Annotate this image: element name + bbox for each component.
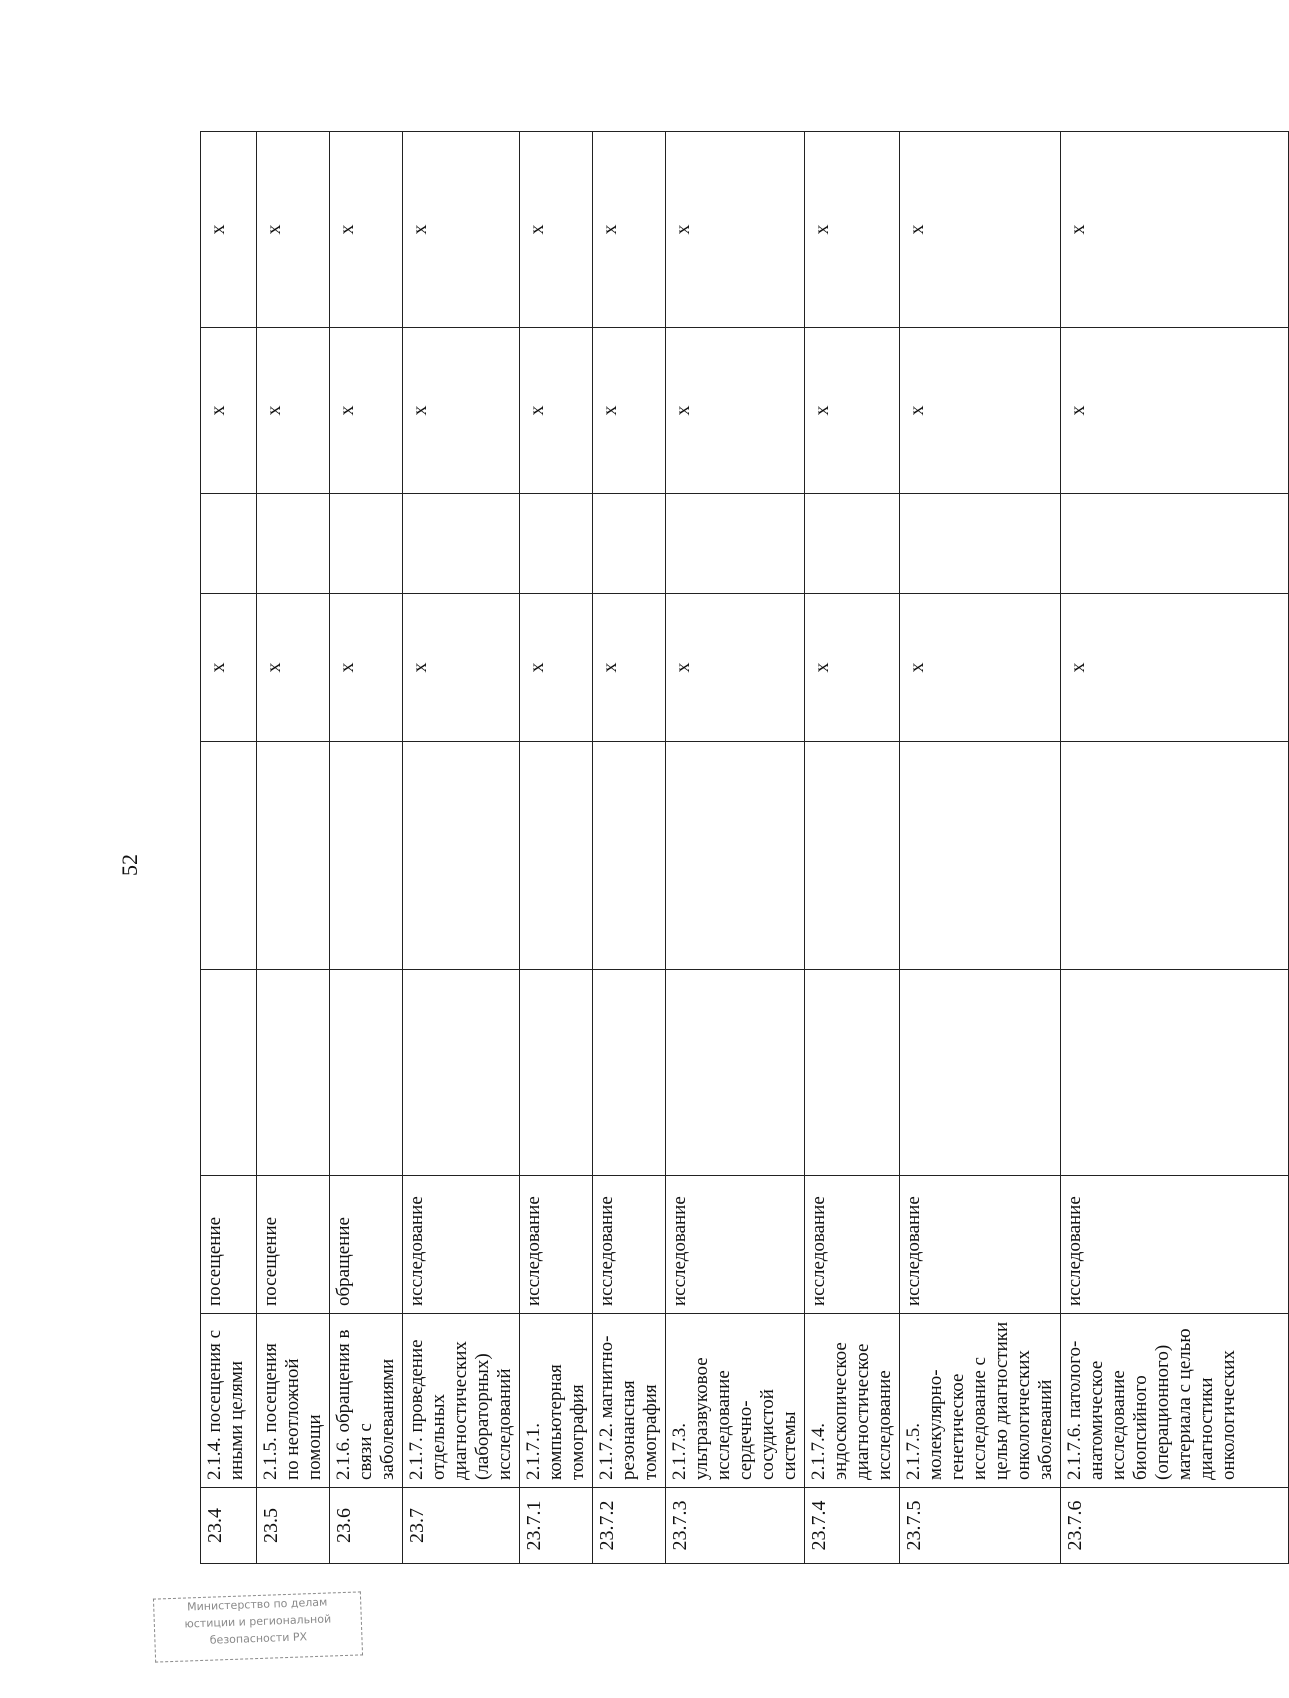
row-code: 23.7.5 bbox=[900, 1488, 1061, 1564]
cell-col-5 bbox=[1061, 742, 1289, 970]
cell-col-7 bbox=[1061, 494, 1289, 594]
row-name: 2.1.6. обращения в связи с заболеваниями bbox=[330, 1314, 403, 1488]
row-code: 23.7.6 bbox=[1061, 1488, 1289, 1564]
cell-col-4 bbox=[520, 970, 593, 1176]
cell-col-7 bbox=[593, 494, 666, 594]
stamp-line-3: безопасности РХ bbox=[209, 1630, 308, 1647]
cell-col-10: х bbox=[666, 132, 805, 328]
cell-col-4 bbox=[805, 970, 900, 1176]
row-unit: исследование bbox=[1061, 1176, 1289, 1314]
cell-col-7 bbox=[666, 494, 805, 594]
cell-col-10: х bbox=[403, 132, 520, 328]
row-unit: исследование bbox=[403, 1176, 520, 1314]
cell-col-5 bbox=[201, 742, 257, 970]
page-number: 52 bbox=[117, 854, 142, 876]
row-code: 23.6 bbox=[330, 1488, 403, 1564]
row-unit: исследование bbox=[593, 1176, 666, 1314]
cell-col-4 bbox=[593, 970, 666, 1176]
cell-col-8: х bbox=[1061, 328, 1289, 494]
cell-col-5 bbox=[520, 742, 593, 970]
row-unit: посещение bbox=[257, 1176, 330, 1314]
cell-col-6: х bbox=[1061, 594, 1289, 742]
cell-col-8: х bbox=[330, 328, 403, 494]
cell-col-6: х bbox=[201, 594, 257, 742]
table-row bbox=[201, 132, 257, 1564]
row-name: 2.1.7.2. магнитно-резонансная томография bbox=[593, 1314, 666, 1488]
cell-col-4 bbox=[403, 970, 520, 1176]
cell-col-4 bbox=[900, 970, 1061, 1176]
cell-col-5 bbox=[900, 742, 1061, 970]
cell-col-8: х bbox=[403, 328, 520, 494]
row-unit: исследование bbox=[666, 1176, 805, 1314]
cell-col-6: х bbox=[900, 594, 1061, 742]
cell-col-6: х bbox=[805, 594, 900, 742]
cell-col-8: х bbox=[805, 328, 900, 494]
cell-col-5 bbox=[330, 742, 403, 970]
cell-col-7 bbox=[900, 494, 1061, 594]
row-unit: посещение bbox=[201, 1176, 257, 1314]
table-row bbox=[805, 132, 900, 1564]
cell-col-8: х bbox=[257, 328, 330, 494]
row-name: 2.1.7. проведение отдельных диагностических (лабораторных) исследований bbox=[403, 1314, 520, 1488]
cell-col-10: х bbox=[330, 132, 403, 328]
cell-col-6: х bbox=[593, 594, 666, 742]
stamp-line-1: Министерство по делам bbox=[186, 1595, 328, 1614]
table-row bbox=[520, 132, 593, 1564]
row-name: 2.1.7.1. компьютерная томография bbox=[520, 1314, 593, 1488]
row-code: 23.7 bbox=[403, 1488, 520, 1564]
row-name: 2.1.7.6. патолого-анатомическое исследование биопсийного (операционного) материала с целью диагностики онкологических bbox=[1061, 1314, 1289, 1488]
row-code: 23.7.3 bbox=[666, 1488, 805, 1564]
cell-col-10: х bbox=[1061, 132, 1289, 328]
cell-col-8: х bbox=[900, 328, 1061, 494]
table-row bbox=[257, 132, 330, 1564]
cell-col-7 bbox=[403, 494, 520, 594]
data-table bbox=[200, 131, 1289, 1564]
cell-col-7 bbox=[520, 494, 593, 594]
cell-col-5 bbox=[257, 742, 330, 970]
table-row bbox=[1061, 132, 1289, 1564]
cell-col-10: х bbox=[201, 132, 257, 328]
row-code: 23.5 bbox=[257, 1488, 330, 1564]
row-code: 23.7.2 bbox=[593, 1488, 666, 1564]
row-unit: исследование bbox=[520, 1176, 593, 1314]
cell-col-10: х bbox=[257, 132, 330, 328]
cell-col-4 bbox=[666, 970, 805, 1176]
cell-col-5 bbox=[666, 742, 805, 970]
cell-col-6: х bbox=[257, 594, 330, 742]
cell-col-7 bbox=[805, 494, 900, 594]
row-code: 23.7.1 bbox=[520, 1488, 593, 1564]
cell-col-10: х bbox=[900, 132, 1061, 328]
cell-col-6: х bbox=[403, 594, 520, 742]
cell-col-8: х bbox=[593, 328, 666, 494]
data-table-wrapper bbox=[200, 132, 1239, 1564]
table-row bbox=[900, 132, 1061, 1564]
ministry-stamp bbox=[153, 1591, 363, 1662]
cell-col-10: х bbox=[593, 132, 666, 328]
row-unit: обращение bbox=[330, 1176, 403, 1314]
cell-col-10: х bbox=[805, 132, 900, 328]
row-name: 2.1.7.5. молекулярно-генетическое исследование с целью диагностики онкологических заболеваний bbox=[900, 1314, 1061, 1488]
row-unit: исследование bbox=[900, 1176, 1061, 1314]
cell-col-7 bbox=[201, 494, 257, 594]
cell-col-10: х bbox=[520, 132, 593, 328]
cell-col-8: х bbox=[201, 328, 257, 494]
cell-col-8: х bbox=[520, 328, 593, 494]
cell-col-4 bbox=[201, 970, 257, 1176]
table-body bbox=[201, 132, 1289, 1564]
cell-col-8: х bbox=[666, 328, 805, 494]
row-code: 23.4 bbox=[201, 1488, 257, 1564]
row-name: 2.1.5. посещения по неотложной помощи bbox=[257, 1314, 330, 1488]
cell-col-5 bbox=[403, 742, 520, 970]
cell-col-7 bbox=[257, 494, 330, 594]
cell-col-6: х bbox=[330, 594, 403, 742]
cell-col-7 bbox=[330, 494, 403, 594]
table-row bbox=[593, 132, 666, 1564]
cell-col-5 bbox=[805, 742, 900, 970]
row-unit: исследование bbox=[805, 1176, 900, 1314]
table-row bbox=[330, 132, 403, 1564]
row-name: 2.1.7.4. эндоскопическое диагностическое исследование bbox=[805, 1314, 900, 1488]
cell-col-6: х bbox=[666, 594, 805, 742]
cell-col-5 bbox=[593, 742, 666, 970]
row-name: 2.1.7.3. ультразвуковое исследование сердечно-сосудистой системы bbox=[666, 1314, 805, 1488]
row-code: 23.7.4 bbox=[805, 1488, 900, 1564]
cell-col-4 bbox=[330, 970, 403, 1176]
cell-col-4 bbox=[1061, 970, 1289, 1176]
cell-col-6: х bbox=[520, 594, 593, 742]
cell-col-4 bbox=[257, 970, 330, 1176]
stamp-line-2: юстиции и региональной bbox=[184, 1612, 332, 1631]
table-row bbox=[403, 132, 520, 1564]
row-name: 2.1.4. посещения с иными целями bbox=[201, 1314, 257, 1488]
table-row bbox=[666, 132, 805, 1564]
